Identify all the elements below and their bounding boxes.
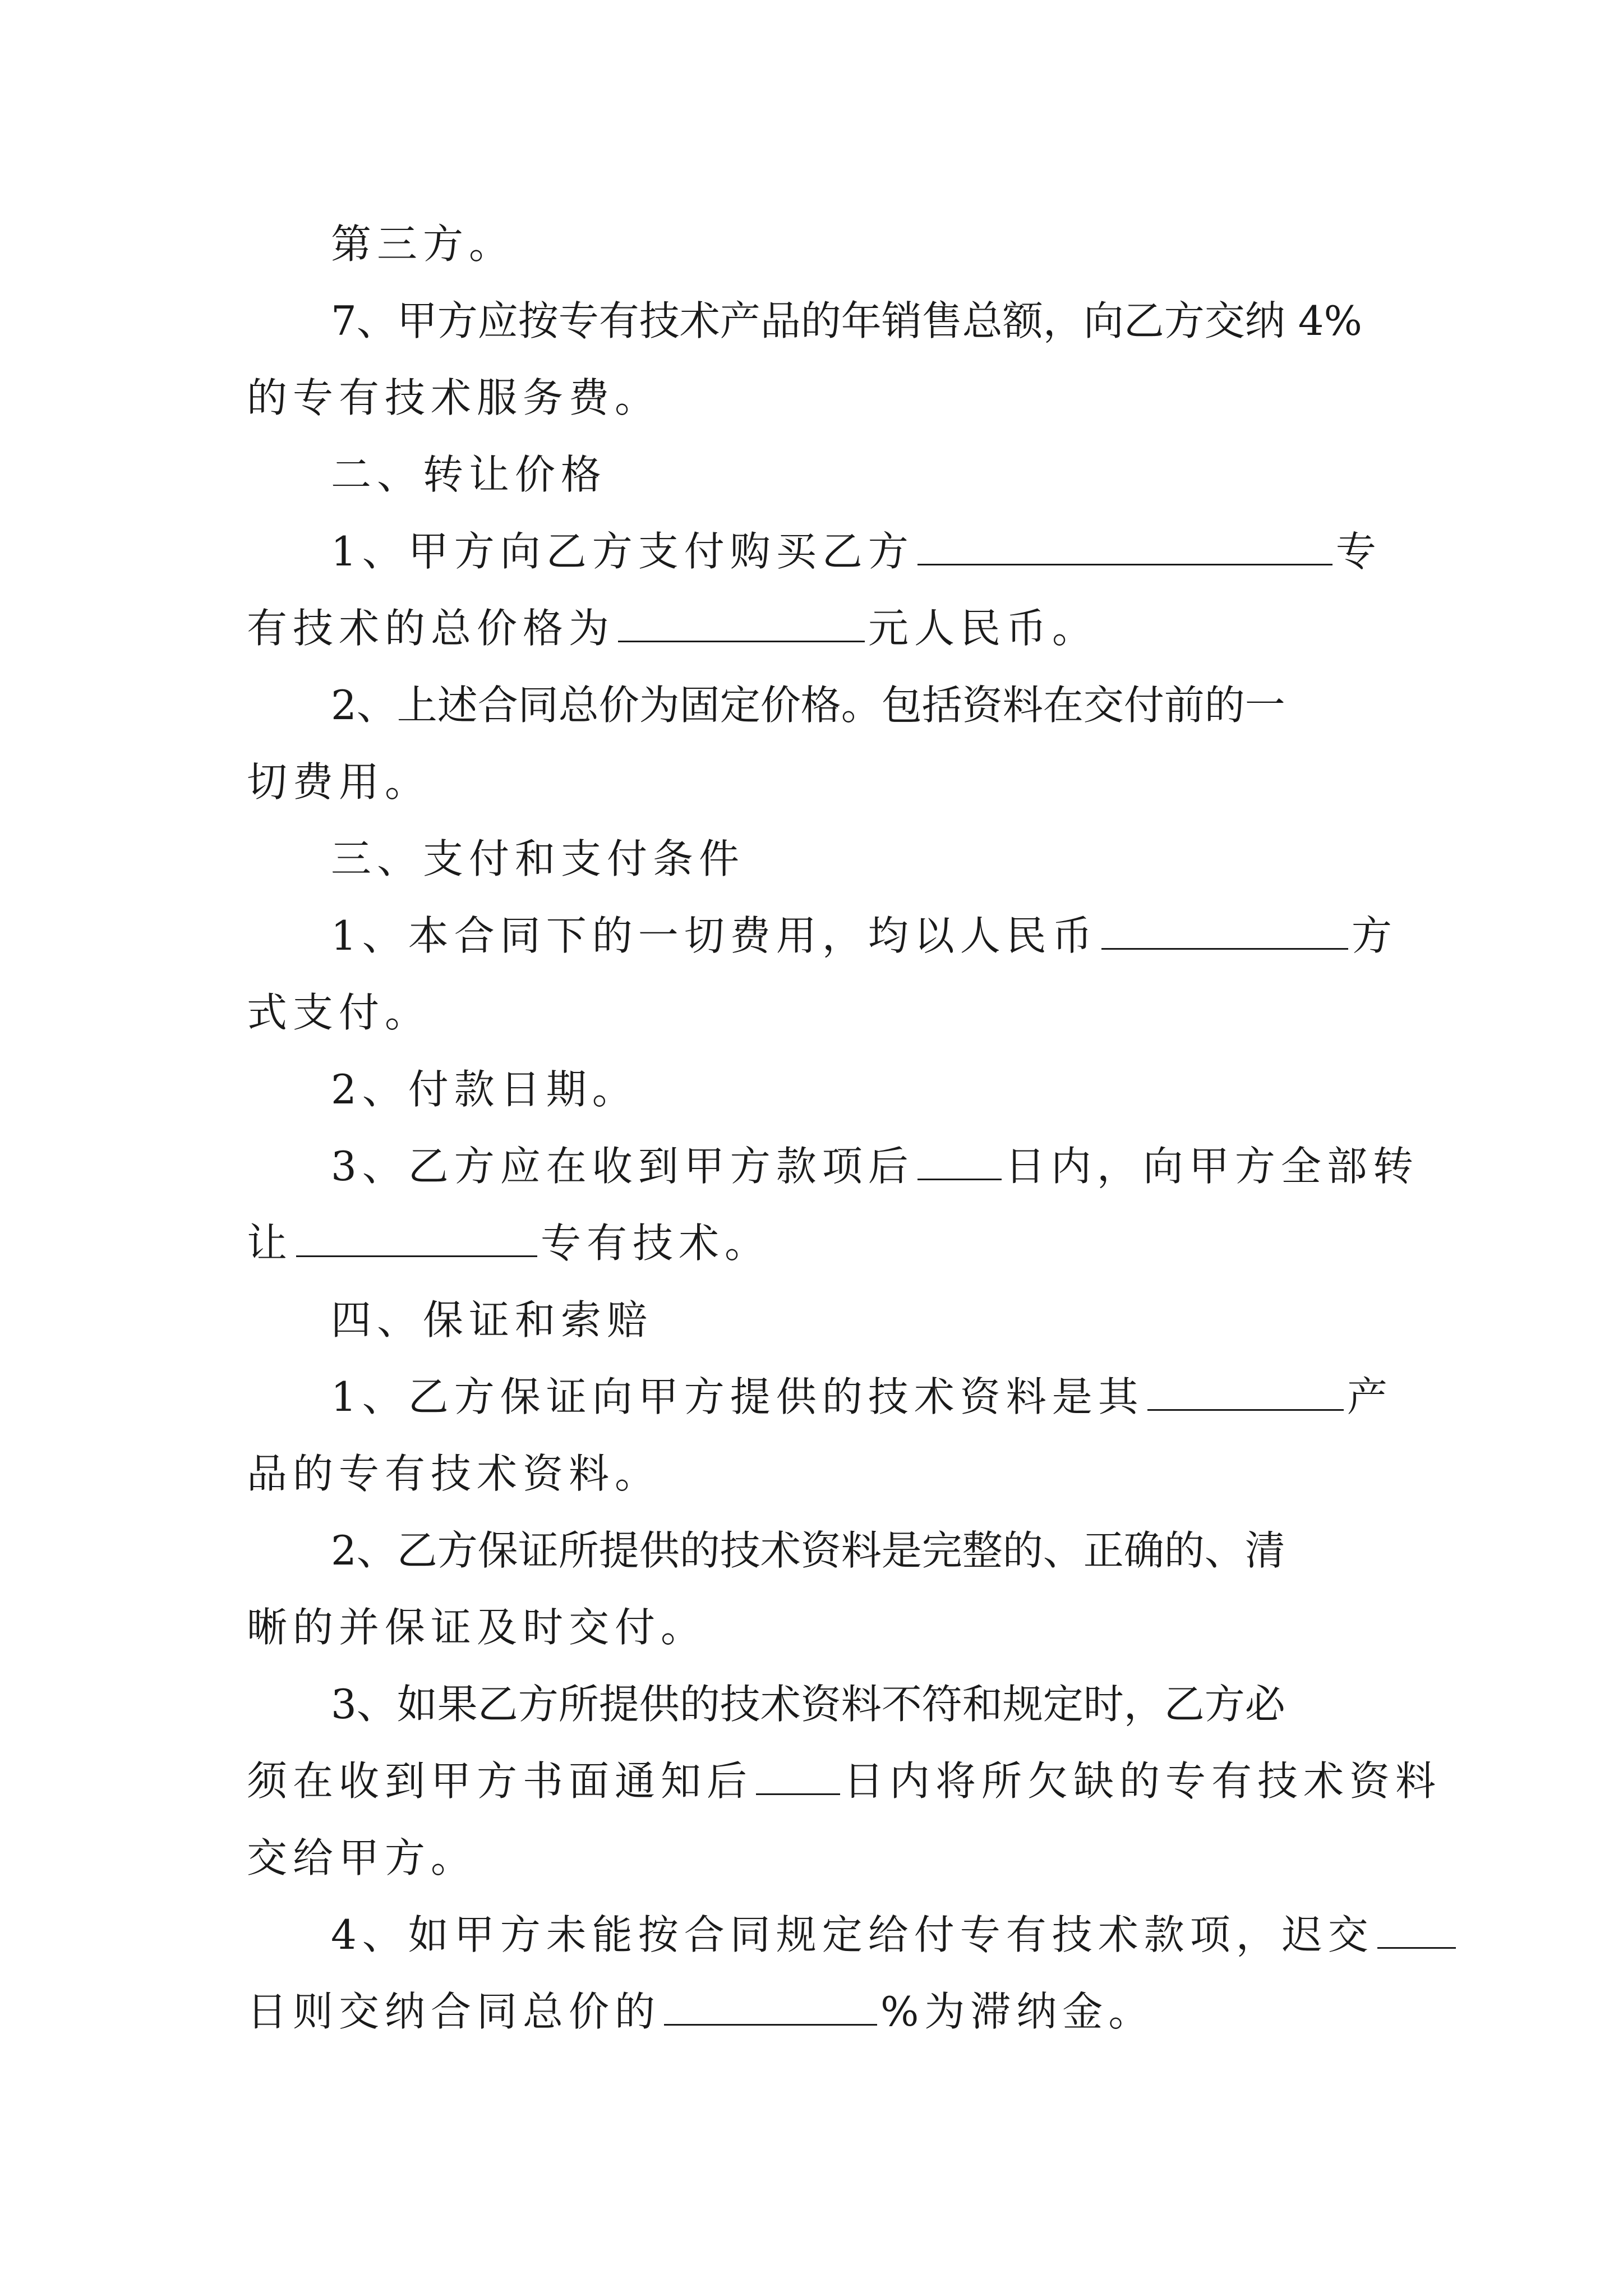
text-line: 第三方。	[331, 220, 515, 268]
text-line: 1、甲方向乙方支付购买乙方 专	[331, 523, 1385, 579]
text-line: 切费用。	[247, 758, 431, 806]
text-line: 须在收到甲方书面通知后 日内将所欠缺的专有技术资料	[247, 1753, 1385, 1809]
text-line: 交给甲方。	[247, 1834, 477, 1881]
text-line: 让 专有技术。	[247, 1215, 1385, 1271]
fill-in-blank[interactable]	[1147, 1369, 1344, 1411]
text-line: 的专有技术服务费。	[247, 374, 661, 421]
fill-in-blank[interactable]	[1377, 1907, 1456, 1949]
text-line: 有技术的总价格为 元人民币。	[247, 600, 1385, 656]
fill-in-blank[interactable]	[664, 1984, 877, 2026]
fill-in-blank[interactable]	[1101, 908, 1348, 950]
text-line: 3、如果乙方所提供的技术资料不符和规定时，乙方必	[331, 1681, 1285, 1728]
fill-in-blank[interactable]	[917, 1138, 1002, 1180]
text-line: 2、付款日期。	[331, 1066, 638, 1113]
text-line: 式支付。	[247, 989, 431, 1036]
section-heading: 二、转让价格	[331, 451, 607, 498]
text-line: 日则交纳合同总价的 %为滞纳金。	[247, 1984, 1385, 2040]
fill-in-blank[interactable]	[756, 1753, 840, 1795]
text-line: 2、上述合同总价为固定价格。包括资料在交付前的一	[331, 682, 1285, 729]
fill-in-blank[interactable]	[917, 523, 1332, 565]
fill-in-blank[interactable]	[296, 1215, 537, 1257]
section-heading: 三、支付和支付条件	[331, 835, 745, 882]
text-line: 2、乙方保证所提供的技术资料是完整的、正确的、清	[331, 1527, 1285, 1574]
text-line: 晰的并保证及时交付。	[247, 1604, 707, 1651]
section-heading: 四、保证和索赔	[331, 1296, 653, 1343]
text-line: 3、乙方应在收到甲方款项后 日内，向甲方全部转	[331, 1138, 1385, 1194]
fill-in-blank[interactable]	[618, 600, 865, 642]
text-line: 4、如甲方未能按合同规定给付专有技术款项，迟交	[331, 1907, 1385, 1963]
text-line: 1、乙方保证向甲方提供的技术资料是其 产	[331, 1369, 1385, 1425]
text-line: 1、本合同下的一切费用，均以人民币 方	[331, 908, 1385, 964]
text-line: 品的专有技术资料。	[247, 1450, 661, 1497]
text-line: 7、甲方应按专有技术产品的年销售总额，向乙方交纳 4%	[331, 297, 1362, 344]
